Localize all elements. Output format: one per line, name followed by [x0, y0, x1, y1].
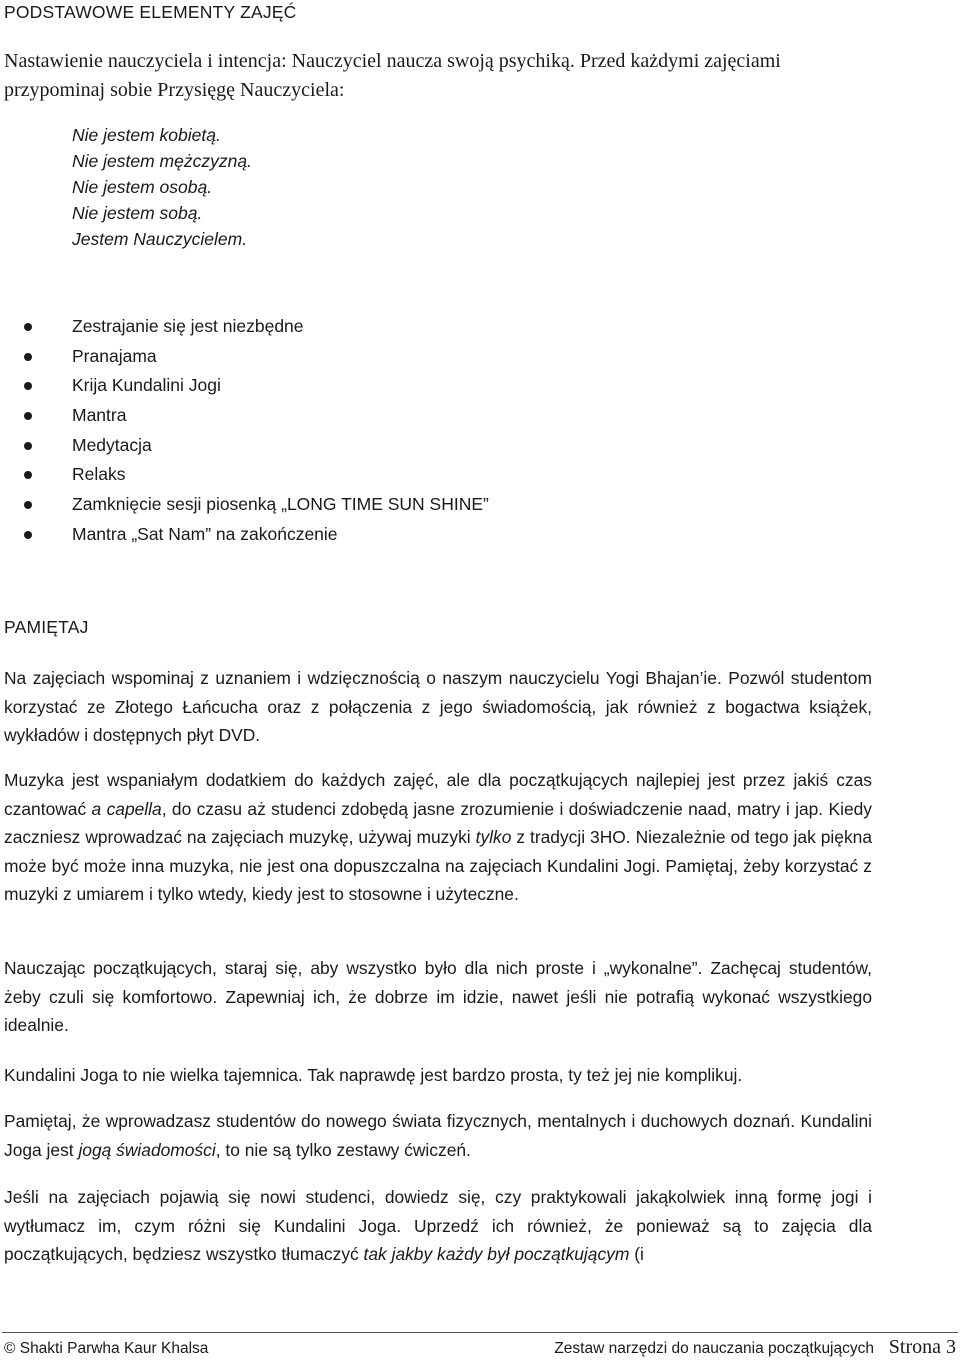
class-elements-list [24, 312, 489, 550]
bullet-icon [24, 442, 32, 450]
list-item: Relaks [24, 460, 489, 490]
paragraph-new-students: Jeśli na zajęciach pojawią się nowi studenci, dowiedz się, czy praktykowali jakąkolwiek inną formę jogi i wytłumacz im, czym różni się Kundalini Joga. Uprzedź ich również, że ponieważ są to zajęcia dla początkujących, będziesz wszystko tłumaczyć tak jakby każdy był początkującym (i [4, 1187, 872, 1264]
intro-paragraph: Nastawienie nauczyciela i intencja: Nauczyciel naucza swoją psychiką. Przed każdymi zajęciami przypominaj sobie Przysięgę Nauczyciela: [4, 50, 781, 101]
bullet-icon [24, 412, 32, 420]
list-item: Medytacja [24, 431, 489, 461]
list-item: Zestrajanie się jest niezbędne [24, 312, 489, 342]
footer-divider [2, 1332, 958, 1333]
paragraph-beginners: Nauczając początkujących, staraj się, aby wszystko było dla nich proste i „wykonalne”. Zachęcaj studentów, żeby czuli się komfortowo. Zapewniaj ich, że dobrze im idzie, nawet jeśli nie potrafią wykonać wszystkiego idealnie. [4, 958, 872, 1035]
paragraph-awareness: Pamiętaj, że wprowadzasz studentów do nowego świata fizycznych, mentalnych i duchowych doznań. Kundalini Joga jest jogą świadomości, to nie są tylko zestawy ćwiczeń. [4, 1111, 872, 1160]
oath-line: Jestem Nauczycielem. [72, 229, 248, 249]
footer-title: Zestaw narzędzi do nauczania początkujących [554, 1340, 874, 1357]
footer-author: © Shakti Parwha Kaur Khalsa [4, 1340, 209, 1357]
document-title: PODSTAWOWE ELEMENTY ZAJĘĆ [4, 2, 297, 22]
paragraph-simplicity: Kundalini Joga to nie wielka tajemnica. Tak naprawdę jest bardzo prosta, ty też jej nie komplikuj. [4, 1065, 743, 1085]
page-number: Strona 3 [888, 1336, 956, 1358]
oath-line: Nie jestem sobą. [72, 203, 203, 223]
list-item: Krija Kundalini Jogi [24, 371, 489, 401]
page-footer [4, 1338, 956, 1360]
section-heading: PAMIĘTAJ [4, 617, 89, 637]
paragraph-music: Muzyka jest wspaniałym dodatkiem do każdych zajęć, ale dla początkujących najlepiej jest przez jakiś czas czantować a capella, do czasu aż studenci zdobędą jasne zrozumienie i doświadczenie naad, matry i jap. Kiedy zaczniesz wprowadzać na zajęciach muzykę, używaj muzyki tylko z tradycji 3HO. Niezależnie od tego jak piękna może być może inna muzyka, nie jest ona dopuszczalna na zajęciach Kundalini Jogi. Pamiętaj, żeby korzystać z muzyki z umiarem i tylko wtedy, kiedy jest to stosowne i użyteczne. [4, 770, 872, 904]
list-item: Zamknięcie sesji piosenką „LONG TIME SUN SHINE” [24, 490, 489, 520]
bullet-icon [24, 382, 32, 390]
bullet-icon [24, 531, 32, 539]
bullet-icon [24, 353, 32, 361]
oath-line: Nie jestem kobietą. [72, 125, 221, 145]
oath-line: Nie jestem osobą. [72, 177, 213, 197]
oath-line: Nie jestem mężczyzną. [72, 151, 252, 171]
bullet-icon [24, 471, 32, 479]
list-item: Mantra „Sat Nam” na zakończenie [24, 520, 489, 550]
teacher-oath [72, 122, 252, 252]
paragraph-remember: Na zajęciach wspominaj z uznaniem i wdzięcznością o naszym nauczycielu Yogi Bhajan’ie. Pozwól studentom korzystać ze Złotego Łańcucha oraz z połączenia z jego świadomością, jak również z bogactwa książek, wykładów i dostępnych płyt DVD. [4, 668, 872, 745]
list-item: Mantra [24, 401, 489, 431]
bullet-icon [24, 501, 32, 509]
list-item: Pranajama [24, 342, 489, 372]
bullet-icon [24, 323, 32, 331]
